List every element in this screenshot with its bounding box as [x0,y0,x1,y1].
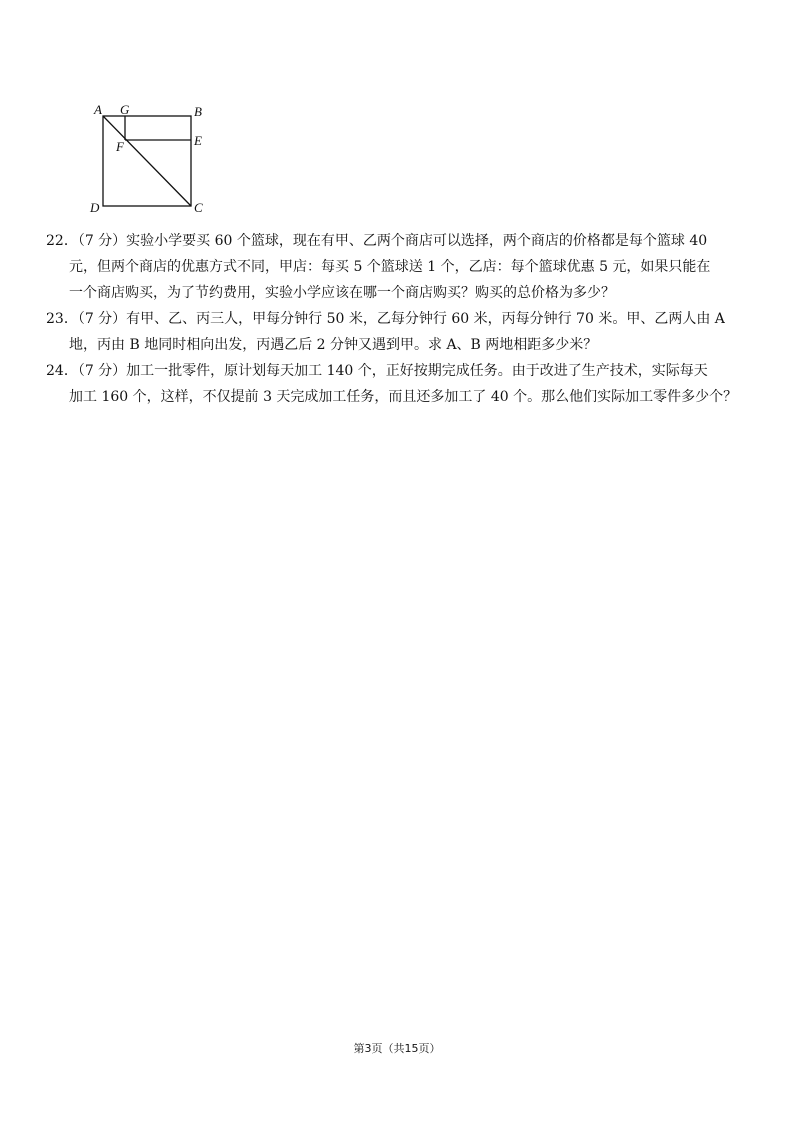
geometry-figure [84,100,214,218]
question-23 [46,306,746,358]
label-f: F [116,139,124,154]
square-diagram [84,100,214,218]
question-line: 22．（7 分）实验小学要买 60 个篮球，现在有甲、乙两个商店可以选择，两个商店的价格都是每个篮球 40 [46,233,708,249]
question-22 [46,228,746,306]
label-g: G [120,102,130,117]
question-line: 地，丙由 B 地同时相向出发，丙遇乙后 2 分钟又遇到甲。求 A、B 两地相距多少米？ [69,337,598,353]
page-number: 第3页（共15页） [353,1042,441,1055]
label-c: C [194,200,203,215]
label-a: A [94,102,102,117]
question-24 [46,358,746,410]
question-line: 元，但两个商店的优惠方式不同，甲店：每买 5 个篮球送 1 个，乙店：每个篮球优惠 5 元，如果只能在 [69,259,711,275]
question-line: 加工 160 个，这样，不仅提前 3 天完成加工任务，而且还多加工了 40 个。那么他们实际加工零件多少个？ [69,389,738,405]
label-e: E [194,133,202,148]
question-line: 23．（7 分）有甲、乙、丙三人，甲每分钟行 50 米，乙每分钟行 60 米，丙每分钟行 70 米。甲、乙两人由 A [46,311,725,327]
label-b: B [194,104,202,119]
question-line: 24．（7 分）加工一批零件，原计划每天加工 140 个，正好按期完成任务。由于改进了生产技术，实际每天 [46,363,708,379]
question-list [46,228,746,410]
diagonal-ac [103,116,191,206]
label-d: D [90,200,100,215]
question-line: 一个商店购买，为了节约费用，实验小学应该在哪一个商店购买？购买的总价格为多少？ [69,285,615,301]
